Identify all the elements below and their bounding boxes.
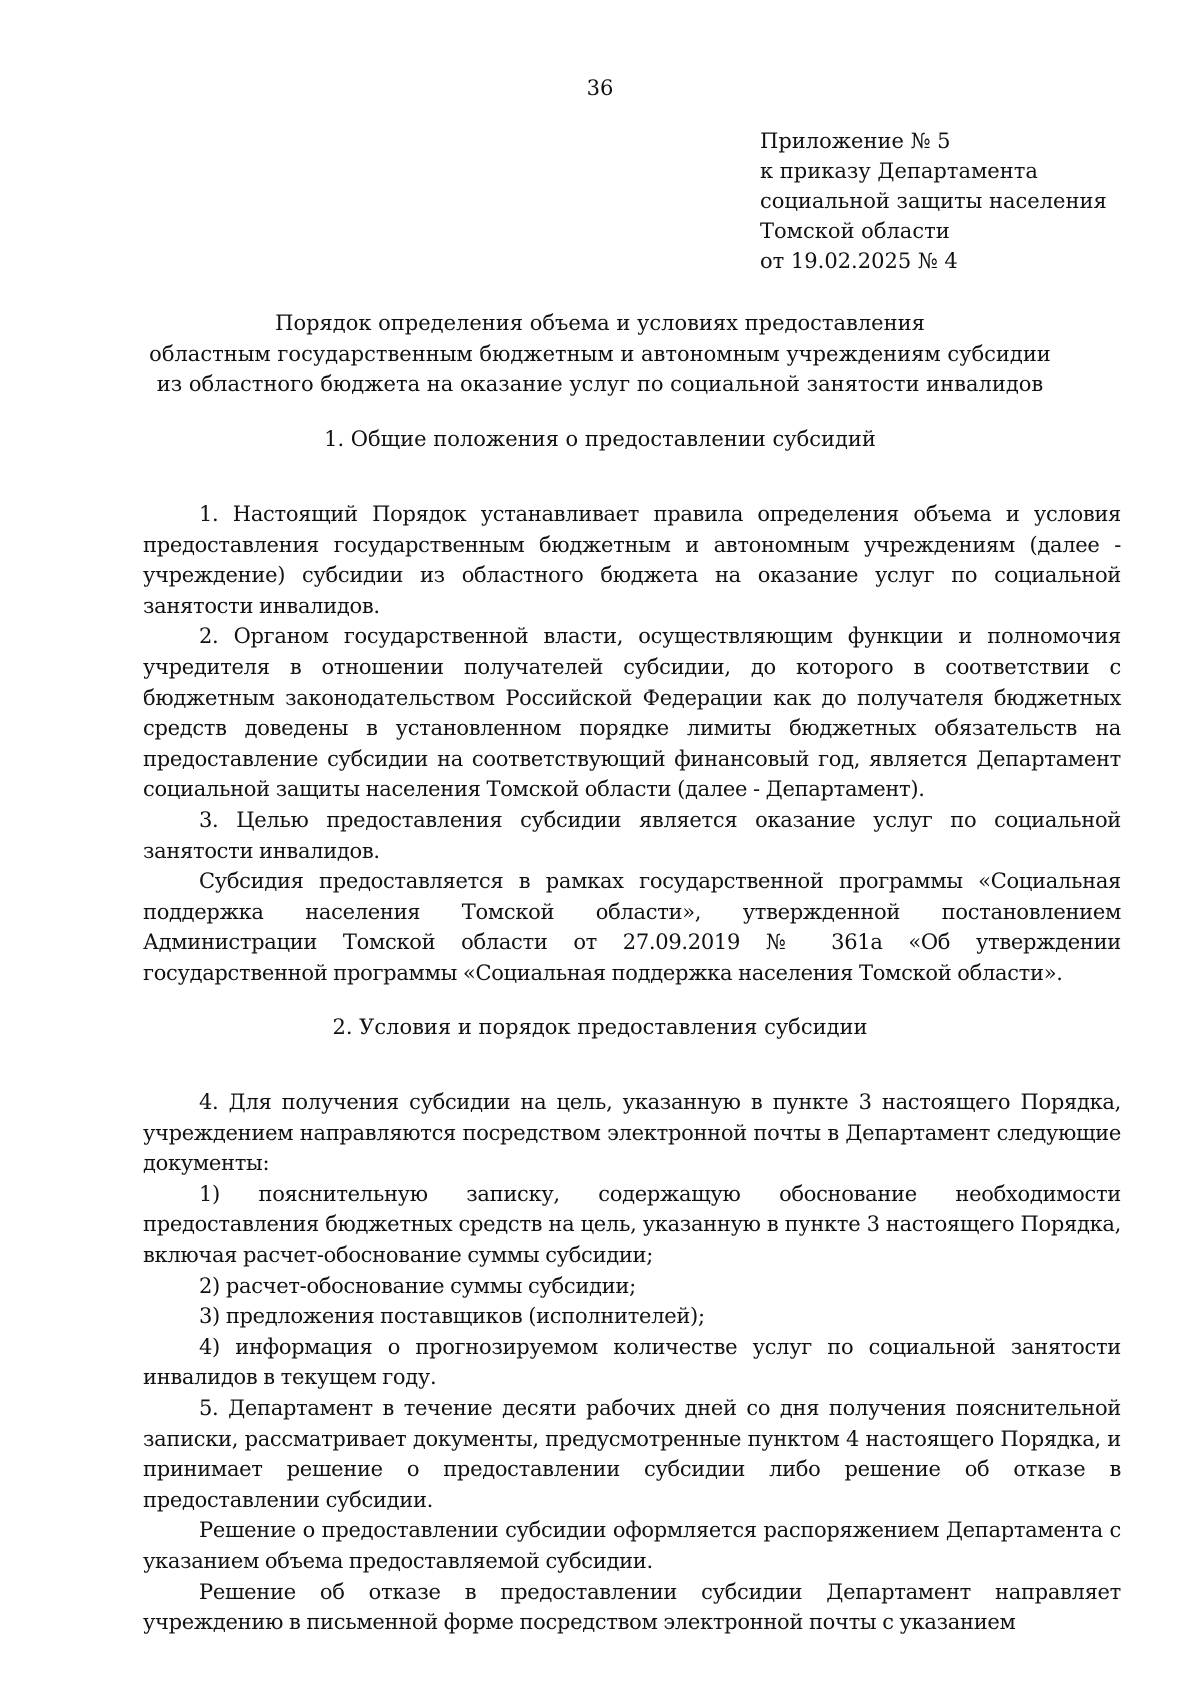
appendix-caption [760,126,1160,276]
paragraph: 3. Целью предоставления субсидии является оказание услуг по социальной занятости инвалидов. [143,807,1121,863]
paragraph: 2. Органом государственной власти, осуществляющим функции и полномочия учредителя в отношении получателей субсидии, до которого в соответствии с бюджетным законодательством Российской Федерации как до получателя бюджетных средств доведены в установленном порядке лимиты бюджетных обязательств на предоставление субсидии на соответствующий финансовый год, является Департамент социальной защиты населения Томской области (далее - Департамент). [143,624,1121,802]
page-number: 36 [586,76,614,100]
appendix-line: Приложение № 5 [760,129,951,153]
section-heading-2: 2. Условия и порядок предоставления субсидии [332,1015,868,1039]
paragraph: 2) расчет-обоснование суммы субсидии; [199,1273,636,1298]
paragraph: 3) предложения поставщиков (исполнителей); [199,1304,705,1329]
paragraph: 1) пояснительную записку, содержащую обоснование необходимости предоставления бюджетных средств на цель, указанную в пункте 3 настоящего Порядка, включая расчет-обоснование суммы субсидии; [143,1181,1121,1267]
paragraph: 1. Настоящий Порядок устанавливает правила определения объема и условия предоставления государственным бюджетным и автономным учреждениям (далее - учреждение) субсидии из областного бюджета на оказание услуг по социальной занятости инвалидов. [143,502,1121,618]
title-line: Порядок определения объема и условиях предоставления [275,311,925,335]
paragraph: 4) информация о прогнозируемом количестве услуг по социальной занятости инвалидов в текущем году. [143,1334,1121,1390]
section-1-body [143,499,1121,989]
section-heading-1: 1. Общие положения о предоставлении субсидий [324,427,876,451]
paragraph: 4. Для получения субсидии на цель, указанную в пункте 3 настоящего Порядка, учреждением направляются посредством электронной почты в Департамент следующие документы: [143,1090,1121,1176]
title-line: областным государственным бюджетным и автономным учреждениям субсидии [149,341,1051,366]
section-2-body [143,1087,1121,1638]
title-line: из областного бюджета на оказание услуг по социальной занятости инвалидов [156,372,1044,396]
appendix-line: социальной защиты населения [760,189,1107,213]
paragraph: Решение об отказе в предоставлении субсидии Департамент направляет учреждению в письменной форме посредством электронной почты с указанием [143,1579,1121,1635]
appendix-line: Томской области [760,219,950,243]
paragraph: Субсидия предоставляется в рамках государственной программы «Социальная поддержка населения Томской области», утвержденной постановлением Администрации Томской области от 27.09.2019 № 361а «Об утверждении государственной программы «Социальная поддержка населения Томской области». [143,869,1121,985]
paragraph: Решение о предоставлении субсидии оформляется распоряжением Департамента с указанием объема предоставляемой субсидии. [143,1518,1121,1573]
paragraph: 5. Департамент в течение десяти рабочих дней со дня получения пояснительной записки, рассматривает документы, предусмотренные пунктом 4 настоящего Порядка, и принимает решение о предоставлении субсидии либо решение об отказе в предоставлении субсидии. [143,1395,1121,1512]
appendix-line: к приказу Департамента [760,159,1038,183]
appendix-line: от 19.02.2025 № 4 [760,249,958,273]
document-title [0,308,1200,400]
